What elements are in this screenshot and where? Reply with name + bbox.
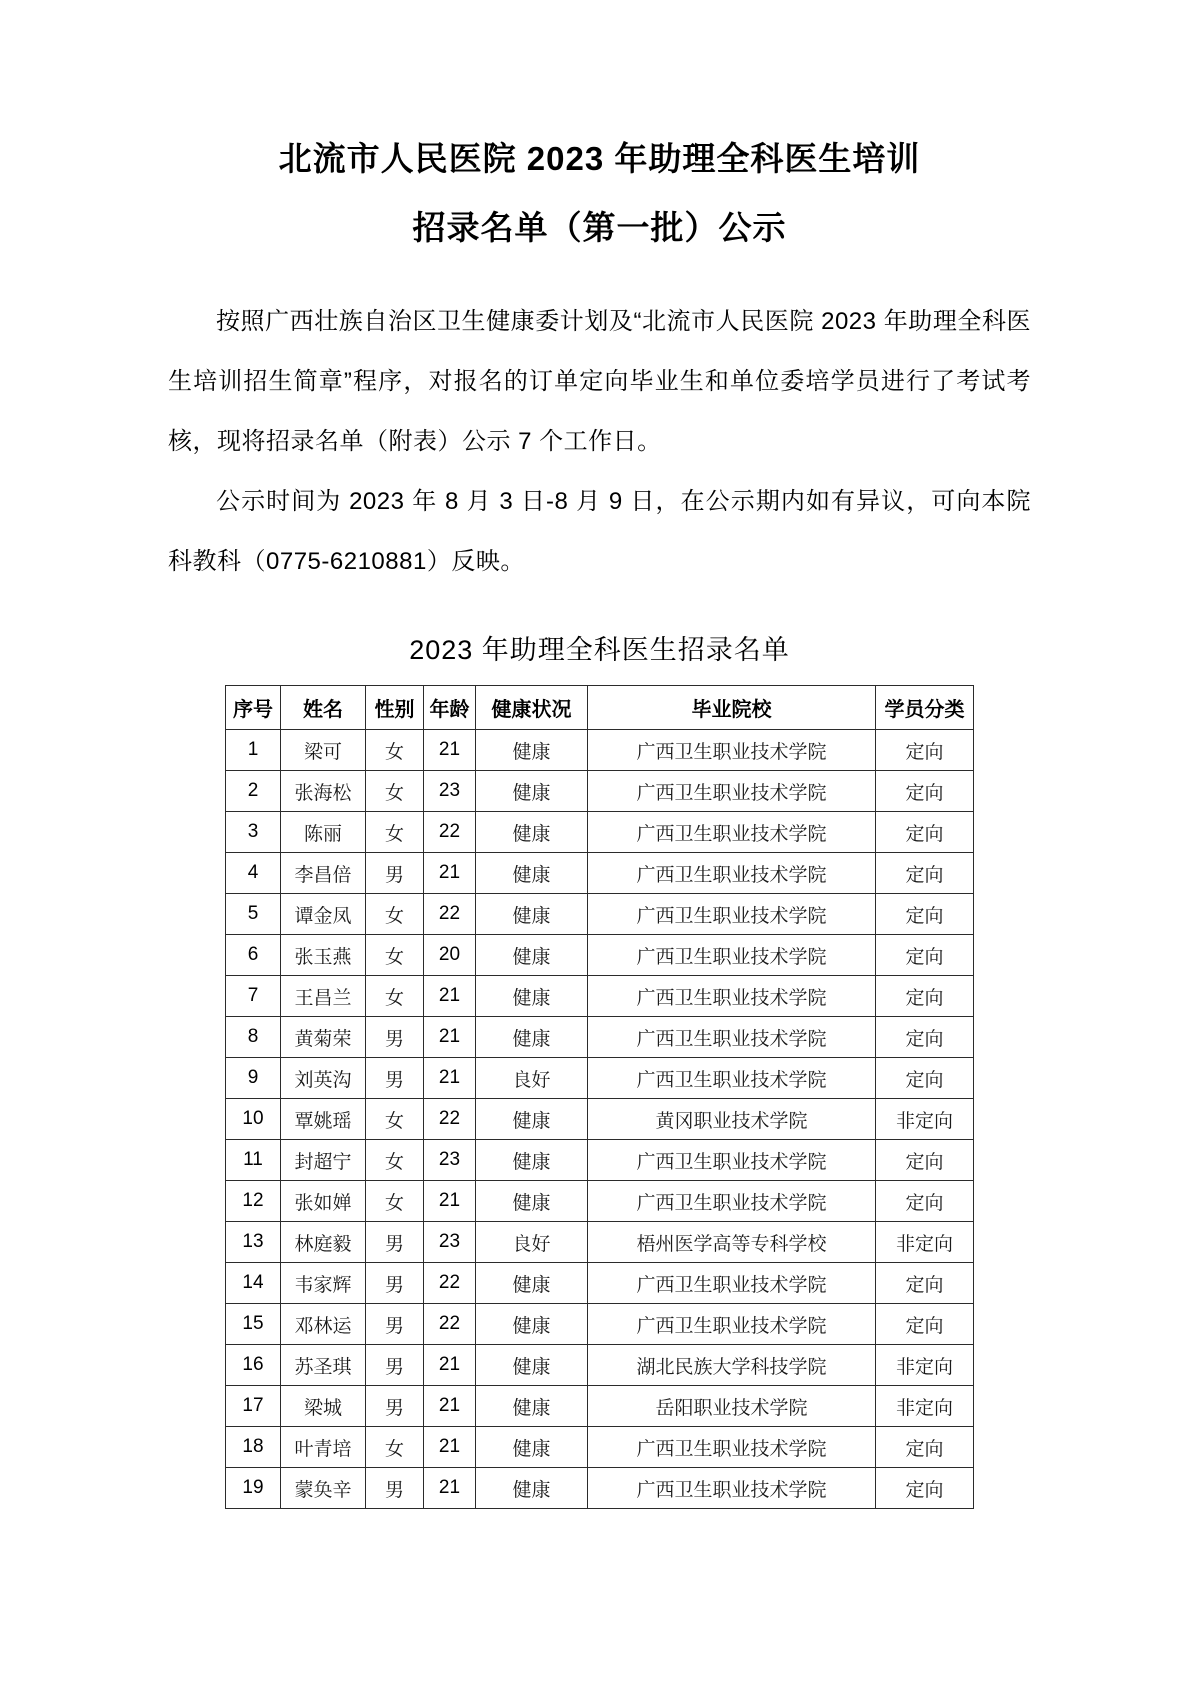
table-row bbox=[226, 1427, 974, 1468]
page-title-line2 bbox=[168, 211, 1031, 246]
cell-school: 广西卫生职业技术学院 bbox=[588, 935, 876, 976]
document-title bbox=[168, 142, 1031, 246]
cell-index: 5 bbox=[226, 894, 281, 935]
paragraph-2: 公示时间为 2023 年 8 月 3 日-8 月 9 日，在公示期内如有异议，可向本院科教科（0775-6210881）反映。 bbox=[168, 488, 1031, 575]
cell-school: 广西卫生职业技术学院 bbox=[588, 771, 876, 812]
cell-index: 13 bbox=[226, 1222, 281, 1263]
cell-health: 健康 bbox=[476, 935, 588, 976]
page-title-line1: 北流市人民医院 2023 年助理全科医生培训 bbox=[278, 140, 921, 177]
cell-name: 张玉燕 bbox=[281, 935, 366, 976]
cell-health: 健康 bbox=[476, 1099, 588, 1140]
table-row bbox=[226, 935, 974, 976]
cell-category: 定向 bbox=[876, 1017, 974, 1058]
cell-index: 7 bbox=[226, 976, 281, 1017]
cell-name: 邓林运 bbox=[281, 1304, 366, 1345]
cell-name: 张如婵 bbox=[281, 1181, 366, 1222]
cell-health: 健康 bbox=[476, 730, 588, 771]
cell-age: 21 bbox=[424, 1017, 476, 1058]
cell-school: 岳阳职业技术学院 bbox=[588, 1386, 876, 1427]
cell-index: 14 bbox=[226, 1263, 281, 1304]
table-row bbox=[226, 771, 974, 812]
cell-school: 广西卫生职业技术学院 bbox=[588, 1017, 876, 1058]
cell-age: 20 bbox=[424, 935, 476, 976]
cell-health: 健康 bbox=[476, 1427, 588, 1468]
cell-school: 广西卫生职业技术学院 bbox=[588, 1181, 876, 1222]
cell-index: 4 bbox=[226, 853, 281, 894]
cell-age: 21 bbox=[424, 1427, 476, 1468]
cell-name: 蒙奂辛 bbox=[281, 1468, 366, 1509]
cell-gender: 男 bbox=[366, 1058, 424, 1099]
cell-name: 梁可 bbox=[281, 730, 366, 771]
cell-category: 定向 bbox=[876, 935, 974, 976]
cell-age: 22 bbox=[424, 1304, 476, 1345]
cell-category: 定向 bbox=[876, 1263, 974, 1304]
cell-school: 广西卫生职业技术学院 bbox=[588, 976, 876, 1017]
cell-school: 广西卫生职业技术学院 bbox=[588, 853, 876, 894]
cell-gender: 女 bbox=[366, 1181, 424, 1222]
cell-health: 健康 bbox=[476, 1017, 588, 1058]
cell-category: 定向 bbox=[876, 1181, 974, 1222]
cell-name: 李昌倍 bbox=[281, 853, 366, 894]
cell-gender: 女 bbox=[366, 935, 424, 976]
table-row bbox=[226, 1304, 974, 1345]
cell-gender: 女 bbox=[366, 771, 424, 812]
cell-age: 21 bbox=[424, 1181, 476, 1222]
cell-age: 23 bbox=[424, 771, 476, 812]
column-header-name: 姓名 bbox=[281, 686, 366, 730]
cell-gender: 男 bbox=[366, 1386, 424, 1427]
paragraph-1: 按照广西壮族自治区卫生健康委计划及“北流市人民医院 2023 年助理全科医生培训招生简章”程序，对报名的订单定向毕业生和单位委培学员进行了考试考核，现将招录名单（附表）公示 7 个工作日。 bbox=[168, 308, 1031, 455]
table-row bbox=[226, 1222, 974, 1263]
title-line2-post: 公示 bbox=[718, 209, 787, 246]
cell-health: 健康 bbox=[476, 1140, 588, 1181]
cell-gender: 女 bbox=[366, 894, 424, 935]
cell-category: 定向 bbox=[876, 1140, 974, 1181]
cell-health: 健康 bbox=[476, 853, 588, 894]
cell-category: 定向 bbox=[876, 812, 974, 853]
cell-school: 广西卫生职业技术学院 bbox=[588, 1304, 876, 1345]
table-row bbox=[226, 1140, 974, 1181]
cell-school: 广西卫生职业技术学院 bbox=[588, 730, 876, 771]
cell-category: 定向 bbox=[876, 1468, 974, 1509]
cell-index: 17 bbox=[226, 1386, 281, 1427]
table-row bbox=[226, 1181, 974, 1222]
cell-gender: 女 bbox=[366, 730, 424, 771]
cell-gender: 女 bbox=[366, 1099, 424, 1140]
cell-name: 封超宁 bbox=[281, 1140, 366, 1181]
cell-gender: 女 bbox=[366, 1140, 424, 1181]
cell-index: 8 bbox=[226, 1017, 281, 1058]
cell-index: 2 bbox=[226, 771, 281, 812]
cell-health: 健康 bbox=[476, 976, 588, 1017]
body-text bbox=[168, 292, 1031, 592]
cell-gender: 男 bbox=[366, 1263, 424, 1304]
cell-gender: 男 bbox=[366, 1468, 424, 1509]
cell-name: 张海松 bbox=[281, 771, 366, 812]
title-line2-paren: （第一批） bbox=[548, 211, 719, 247]
cell-gender: 男 bbox=[366, 1222, 424, 1263]
cell-school: 广西卫生职业技术学院 bbox=[588, 1058, 876, 1099]
cell-name: 陈丽 bbox=[281, 812, 366, 853]
cell-category: 非定向 bbox=[876, 1099, 974, 1140]
recruitment-table bbox=[225, 685, 974, 1509]
cell-age: 22 bbox=[424, 1099, 476, 1140]
cell-name: 梁城 bbox=[281, 1386, 366, 1427]
cell-gender: 女 bbox=[366, 1427, 424, 1468]
cell-name: 苏圣琪 bbox=[281, 1345, 366, 1386]
cell-index: 19 bbox=[226, 1468, 281, 1509]
table-title: 2023 年助理全科医生招录名单 bbox=[409, 635, 790, 665]
cell-category: 定向 bbox=[876, 976, 974, 1017]
table-row bbox=[226, 976, 974, 1017]
cell-category: 定向 bbox=[876, 771, 974, 812]
cell-age: 21 bbox=[424, 1345, 476, 1386]
cell-health: 健康 bbox=[476, 1345, 588, 1386]
cell-name: 刘英沟 bbox=[281, 1058, 366, 1099]
cell-name: 谭金凤 bbox=[281, 894, 366, 935]
cell-index: 9 bbox=[226, 1058, 281, 1099]
cell-gender: 男 bbox=[366, 1345, 424, 1386]
cell-school: 广西卫生职业技术学院 bbox=[588, 812, 876, 853]
table-row bbox=[226, 1468, 974, 1509]
cell-gender: 男 bbox=[366, 853, 424, 894]
table-header-row bbox=[226, 686, 974, 730]
cell-category: 定向 bbox=[876, 853, 974, 894]
cell-index: 11 bbox=[226, 1140, 281, 1181]
cell-school: 广西卫生职业技术学院 bbox=[588, 1140, 876, 1181]
cell-name: 叶青培 bbox=[281, 1427, 366, 1468]
cell-category: 定向 bbox=[876, 1304, 974, 1345]
cell-category: 非定向 bbox=[876, 1222, 974, 1263]
cell-gender: 男 bbox=[366, 1304, 424, 1345]
cell-school: 黄冈职业技术学院 bbox=[588, 1099, 876, 1140]
cell-category: 定向 bbox=[876, 1427, 974, 1468]
table-row bbox=[226, 1058, 974, 1099]
cell-age: 21 bbox=[424, 1386, 476, 1427]
table-row bbox=[226, 812, 974, 853]
table-row bbox=[226, 853, 974, 894]
cell-name: 韦家辉 bbox=[281, 1263, 366, 1304]
cell-age: 21 bbox=[424, 1468, 476, 1509]
cell-index: 18 bbox=[226, 1427, 281, 1468]
column-header-index: 序号 bbox=[226, 686, 281, 730]
table-row bbox=[226, 1345, 974, 1386]
table-row bbox=[226, 1099, 974, 1140]
cell-index: 16 bbox=[226, 1345, 281, 1386]
cell-age: 21 bbox=[424, 730, 476, 771]
cell-age: 23 bbox=[424, 1222, 476, 1263]
cell-name: 覃姚瑶 bbox=[281, 1099, 366, 1140]
cell-school: 广西卫生职业技术学院 bbox=[588, 1468, 876, 1509]
cell-index: 1 bbox=[226, 730, 281, 771]
cell-category: 定向 bbox=[876, 1058, 974, 1099]
cell-health: 良好 bbox=[476, 1222, 588, 1263]
cell-gender: 男 bbox=[366, 1017, 424, 1058]
cell-school: 广西卫生职业技术学院 bbox=[588, 1427, 876, 1468]
cell-category: 非定向 bbox=[876, 1386, 974, 1427]
column-header-age: 年龄 bbox=[424, 686, 476, 730]
title-line2-pre: 招录名单 bbox=[412, 209, 549, 246]
cell-school: 广西卫生职业技术学院 bbox=[588, 894, 876, 935]
cell-health: 健康 bbox=[476, 1263, 588, 1304]
table-row bbox=[226, 894, 974, 935]
cell-health: 健康 bbox=[476, 1304, 588, 1345]
column-header-health: 健康状况 bbox=[476, 686, 588, 730]
cell-age: 21 bbox=[424, 976, 476, 1017]
cell-health: 健康 bbox=[476, 1181, 588, 1222]
cell-index: 6 bbox=[226, 935, 281, 976]
column-header-category: 学员分类 bbox=[876, 686, 974, 730]
column-header-school: 毕业院校 bbox=[588, 686, 876, 730]
cell-age: 23 bbox=[424, 1140, 476, 1181]
cell-category: 定向 bbox=[876, 730, 974, 771]
cell-category: 定向 bbox=[876, 894, 974, 935]
cell-health: 健康 bbox=[476, 1386, 588, 1427]
table-row bbox=[226, 1386, 974, 1427]
column-header-gender: 性别 bbox=[366, 686, 424, 730]
cell-name: 林庭毅 bbox=[281, 1222, 366, 1263]
cell-health: 健康 bbox=[476, 1468, 588, 1509]
cell-health: 健康 bbox=[476, 812, 588, 853]
cell-school: 湖北民族大学科技学院 bbox=[588, 1345, 876, 1386]
cell-health: 健康 bbox=[476, 771, 588, 812]
cell-gender: 女 bbox=[366, 976, 424, 1017]
cell-index: 10 bbox=[226, 1099, 281, 1140]
cell-age: 22 bbox=[424, 894, 476, 935]
table-row bbox=[226, 1017, 974, 1058]
cell-age: 21 bbox=[424, 853, 476, 894]
cell-index: 3 bbox=[226, 812, 281, 853]
cell-school: 梧州医学高等专科学校 bbox=[588, 1222, 876, 1263]
cell-age: 21 bbox=[424, 1058, 476, 1099]
cell-name: 王昌兰 bbox=[281, 976, 366, 1017]
cell-health: 健康 bbox=[476, 894, 588, 935]
cell-school: 广西卫生职业技术学院 bbox=[588, 1263, 876, 1304]
table-body bbox=[226, 730, 974, 1509]
table-row bbox=[226, 1263, 974, 1304]
table-row bbox=[226, 730, 974, 771]
cell-index: 15 bbox=[226, 1304, 281, 1345]
cell-gender: 女 bbox=[366, 812, 424, 853]
cell-name: 黄菊荣 bbox=[281, 1017, 366, 1058]
cell-category: 非定向 bbox=[876, 1345, 974, 1386]
cell-age: 22 bbox=[424, 812, 476, 853]
cell-index: 12 bbox=[226, 1181, 281, 1222]
cell-age: 22 bbox=[424, 1263, 476, 1304]
cell-health: 良好 bbox=[476, 1058, 588, 1099]
